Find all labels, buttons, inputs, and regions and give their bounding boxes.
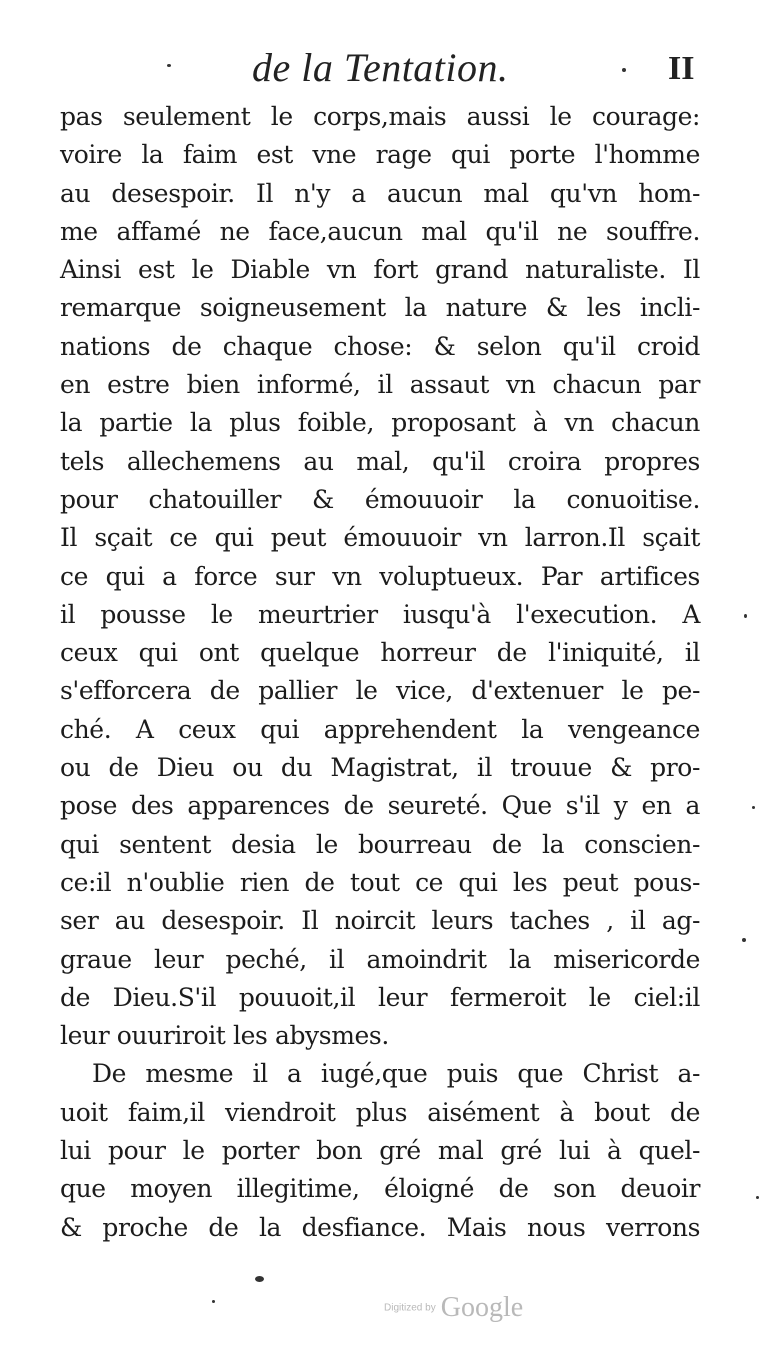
text-line: me affamé ne face,aucun mal qu'il ne souffre.	[60, 216, 700, 246]
text-line-paragraph-start: De mesme il a iugé,que puis que Christ a-	[92, 1059, 700, 1089]
text-line: pour chatouiller & émouuoir la conuoitise.	[60, 484, 700, 514]
ink-speck	[622, 68, 626, 72]
ink-speck	[742, 938, 746, 942]
body-text	[60, 98, 700, 1247]
text-line: ou de Dieu ou du Magistrat, il trouue & pro-	[60, 753, 700, 783]
text-line: en estre bien informé, il assaut vn chacun par	[60, 370, 700, 400]
text-line: ché. A ceux qui apprehendent la vengeance	[60, 714, 700, 744]
text-line: ce qui a force sur vn voluptueux. Par artifices	[60, 561, 700, 591]
text-line: de Dieu.S'il pouuoit,il leur fermeroit le ciel:il	[60, 982, 700, 1012]
text-line: & proche de la desfiance. Mais nous verrons	[60, 1212, 700, 1242]
ink-speck	[756, 1196, 759, 1199]
ink-speck	[744, 614, 747, 618]
text-line: pas seulement le corps,mais aussi le courage:	[60, 102, 700, 131]
text-line: lui pour le porter bon gré mal gré lui à quel-	[60, 1136, 700, 1166]
text-line: Ainsi est le Diable vn fort grand naturaliste. Il	[60, 255, 700, 285]
text-line: remarque soigneusement la nature & les incli-	[60, 293, 700, 323]
digitized-prefix: Digitized by	[384, 1302, 436, 1314]
text-line: pose des apparences de seureté. Que s'il y en a	[60, 791, 700, 821]
running-title: de la Tentation.	[252, 45, 509, 90]
ink-speck	[255, 1276, 264, 1282]
google-logo: Google	[440, 1292, 524, 1323]
text-line: nations de chaque chose: & selon qu'il croid	[60, 331, 700, 361]
ink-speck	[752, 806, 755, 809]
text-line: tels allechemens au mal, qu'il croira propres	[60, 446, 700, 476]
digitized-watermark	[384, 1292, 523, 1324]
text-line: uoit faim,il viendroit plus aisément à bout de	[60, 1097, 700, 1127]
page-number: II	[668, 50, 695, 87]
text-line: qui sentent desia le bourreau de la conscien-	[60, 829, 700, 859]
text-line: la partie la plus foible, proposant à vn chacun	[60, 408, 700, 438]
text-line: graue leur peché, il amoindrit la misericorde	[60, 944, 700, 974]
text-line: il pousse le meurtrier iusqu'à l'execution. A	[60, 599, 700, 629]
ink-speck	[167, 64, 171, 67]
text-line: Il sçait ce qui peut émouuoir vn larron.Il sçait	[60, 523, 700, 553]
text-line: que moyen illegitime, éloigné de son deuoir	[60, 1174, 700, 1204]
text-line-paragraph-end: leur ouuriroit les abysmes.	[60, 1021, 389, 1051]
text-line: au desespoir. Il n'y a aucun mal qu'vn hom-	[60, 178, 700, 208]
ink-speck	[212, 1300, 215, 1303]
text-line: ceux qui ont quelque horreur de l'iniquité, il	[60, 638, 700, 668]
text-line: ser au desespoir. Il noircit leurs taches , il ag-	[60, 906, 700, 936]
text-line: s'efforcera de pallier le vice, d'extenuer le pe-	[60, 676, 700, 706]
text-line: ce:il n'oublie rien de tout ce qui les peut pous-	[60, 867, 700, 897]
text-line: voire la faim est vne rage qui porte l'homme	[60, 140, 700, 170]
